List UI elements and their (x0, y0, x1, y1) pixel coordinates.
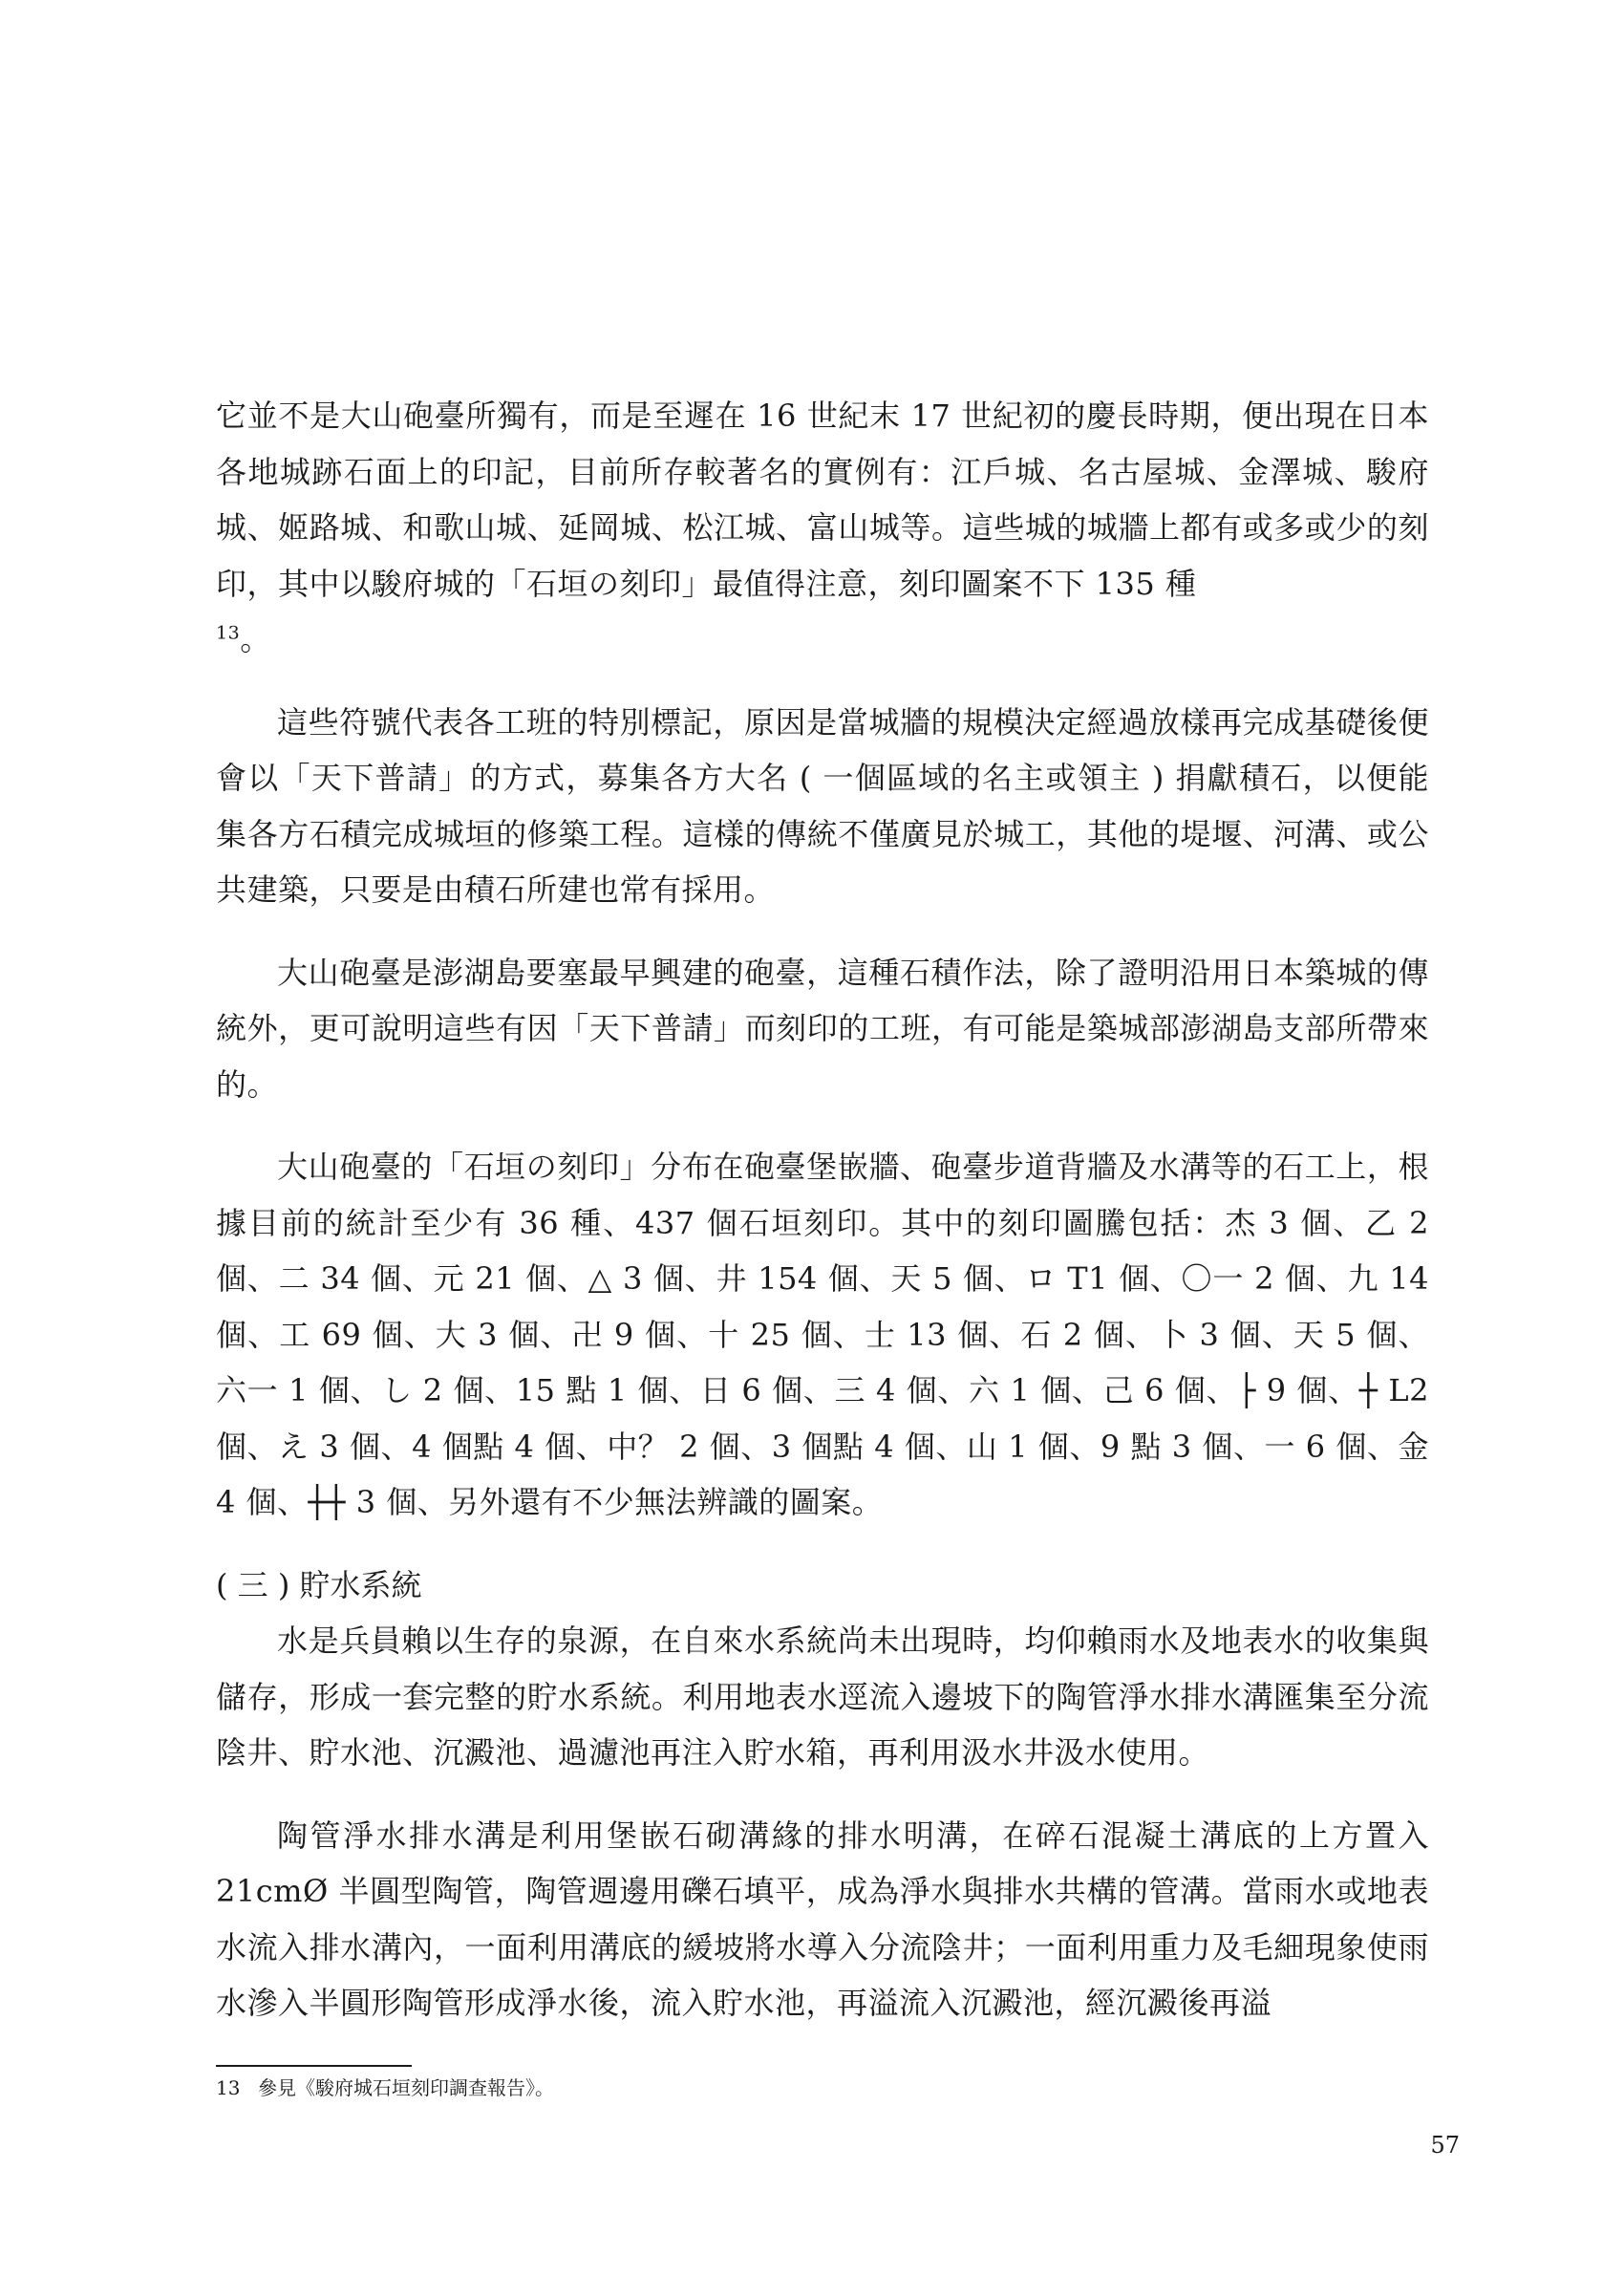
paragraph-5: 水是兵員賴以生存的泉源，在自來水系統尚未出現時，均仰賴雨水及地表水的收集與儲存，形成一套完整的貯水系統。利用地表水逕流入邊坡下的陶管淨水排水溝匯集至分流陰井、貯水池、沉澱池、過濾池再注入貯水箱，再利用汲水井汲水使用。 (216, 1623, 1429, 1771)
paragraph-6: 陶管淨水排水溝是利用堡嵌石砌溝緣的排水明溝，在碎石混凝土溝底的上方置入 21cmØ 半圓型陶管，陶管週邊用礫石填平，成為淨水與排水共構的管溝。當雨水或地表水流入排水溝內，一面利用溝底的緩坡將水導入分流陰井；一面利用重力及毛細現象使雨水滲入半圓形陶管形成淨水後，流入貯水池，再溢流入沉澱池，經沉澱後再溢 (216, 1816, 1429, 2021)
footnote-divider (216, 2065, 412, 2067)
paragraph-1 (216, 388, 1429, 668)
paragraph-1-end: 。 (240, 621, 271, 657)
footnote (216, 2074, 554, 2102)
footnote-number: 13 (216, 2076, 241, 2099)
section-heading: ( 三 ) 貯水系統 (216, 1566, 422, 1603)
document-body (216, 388, 1429, 2031)
paragraph-4: 大山砲臺的「石垣の刻印」分布在砲臺堡嵌牆、砲臺步道背牆及水溝等的石工上，根據目前的統計至少有 36 種、437 個石垣刻印。其中的刻印圖騰包括：杰 3 個、乙 2 個、二 34 個、元 21 個、△ 3 個、井 154 個、天 5 個、ロ T1 個、〇一 2 個、九 14 個、工 69 個、大 3 個、卍 9 個、十 25 個、士 13 個、石 2 個、卜 3 個、天 5 個、六一 1 個、し 2 個、15 點 1 個、日 6 個、三 4 個、六 1 個、己 6 個、├ 9 個、┼ L2 個、え 3 個、4 個點 4 個、中？ 2 個、3 個點 4 個、山 1 個、9 點 3 個、一 6 個、金 4 個、┼┼ 3 個、另外還有不少無法辨識的圖案。 (216, 1149, 1429, 1520)
paragraph-3: 大山砲臺是澎湖島要塞最早興建的砲臺，這種石積作法，除了證明沿用日本築城的傳統外，更可說明這些有因「天下普請」而刻印的工班，有可能是築城部澎湖島支部所帶來的。 (216, 954, 1429, 1103)
page-number: 57 (1430, 2132, 1460, 2159)
paragraph-2: 這些符號代表各工班的特別標記，原因是當城牆的規模決定經過放樣再完成基礎後便會以「天下普請」的方式，募集各方大名 ( 一個區域的名主或領主 ) 捐獻積石，以便能集各方石積完成城垣的修築工程。這樣的傳統不僅廣見於城工，其他的堤堰、河溝、或公共建築，只要是由積石所建也常有採用。 (216, 703, 1429, 908)
paragraph-1-text: 它並不是大山砲臺所獨有，而是至遲在 16 世紀末 17 世紀初的慶長時期，便出現在日本各地城跡石面上的印記，目前所存較著名的實例有：江戶城、名古屋城、金澤城、駿府城、姬路城、和歌山城、延岡城、松江城、富山城等。這些城的城牆上都有或多或少的刻印，其中以駿府城的「石垣の刻印」最值得注意，刻印圖案不下 135 種 (216, 398, 1429, 602)
footnote-ref-13: 13 (216, 622, 241, 644)
footnote-text: 參見《駿府城石垣刻印調查報告》。 (258, 2076, 554, 2099)
